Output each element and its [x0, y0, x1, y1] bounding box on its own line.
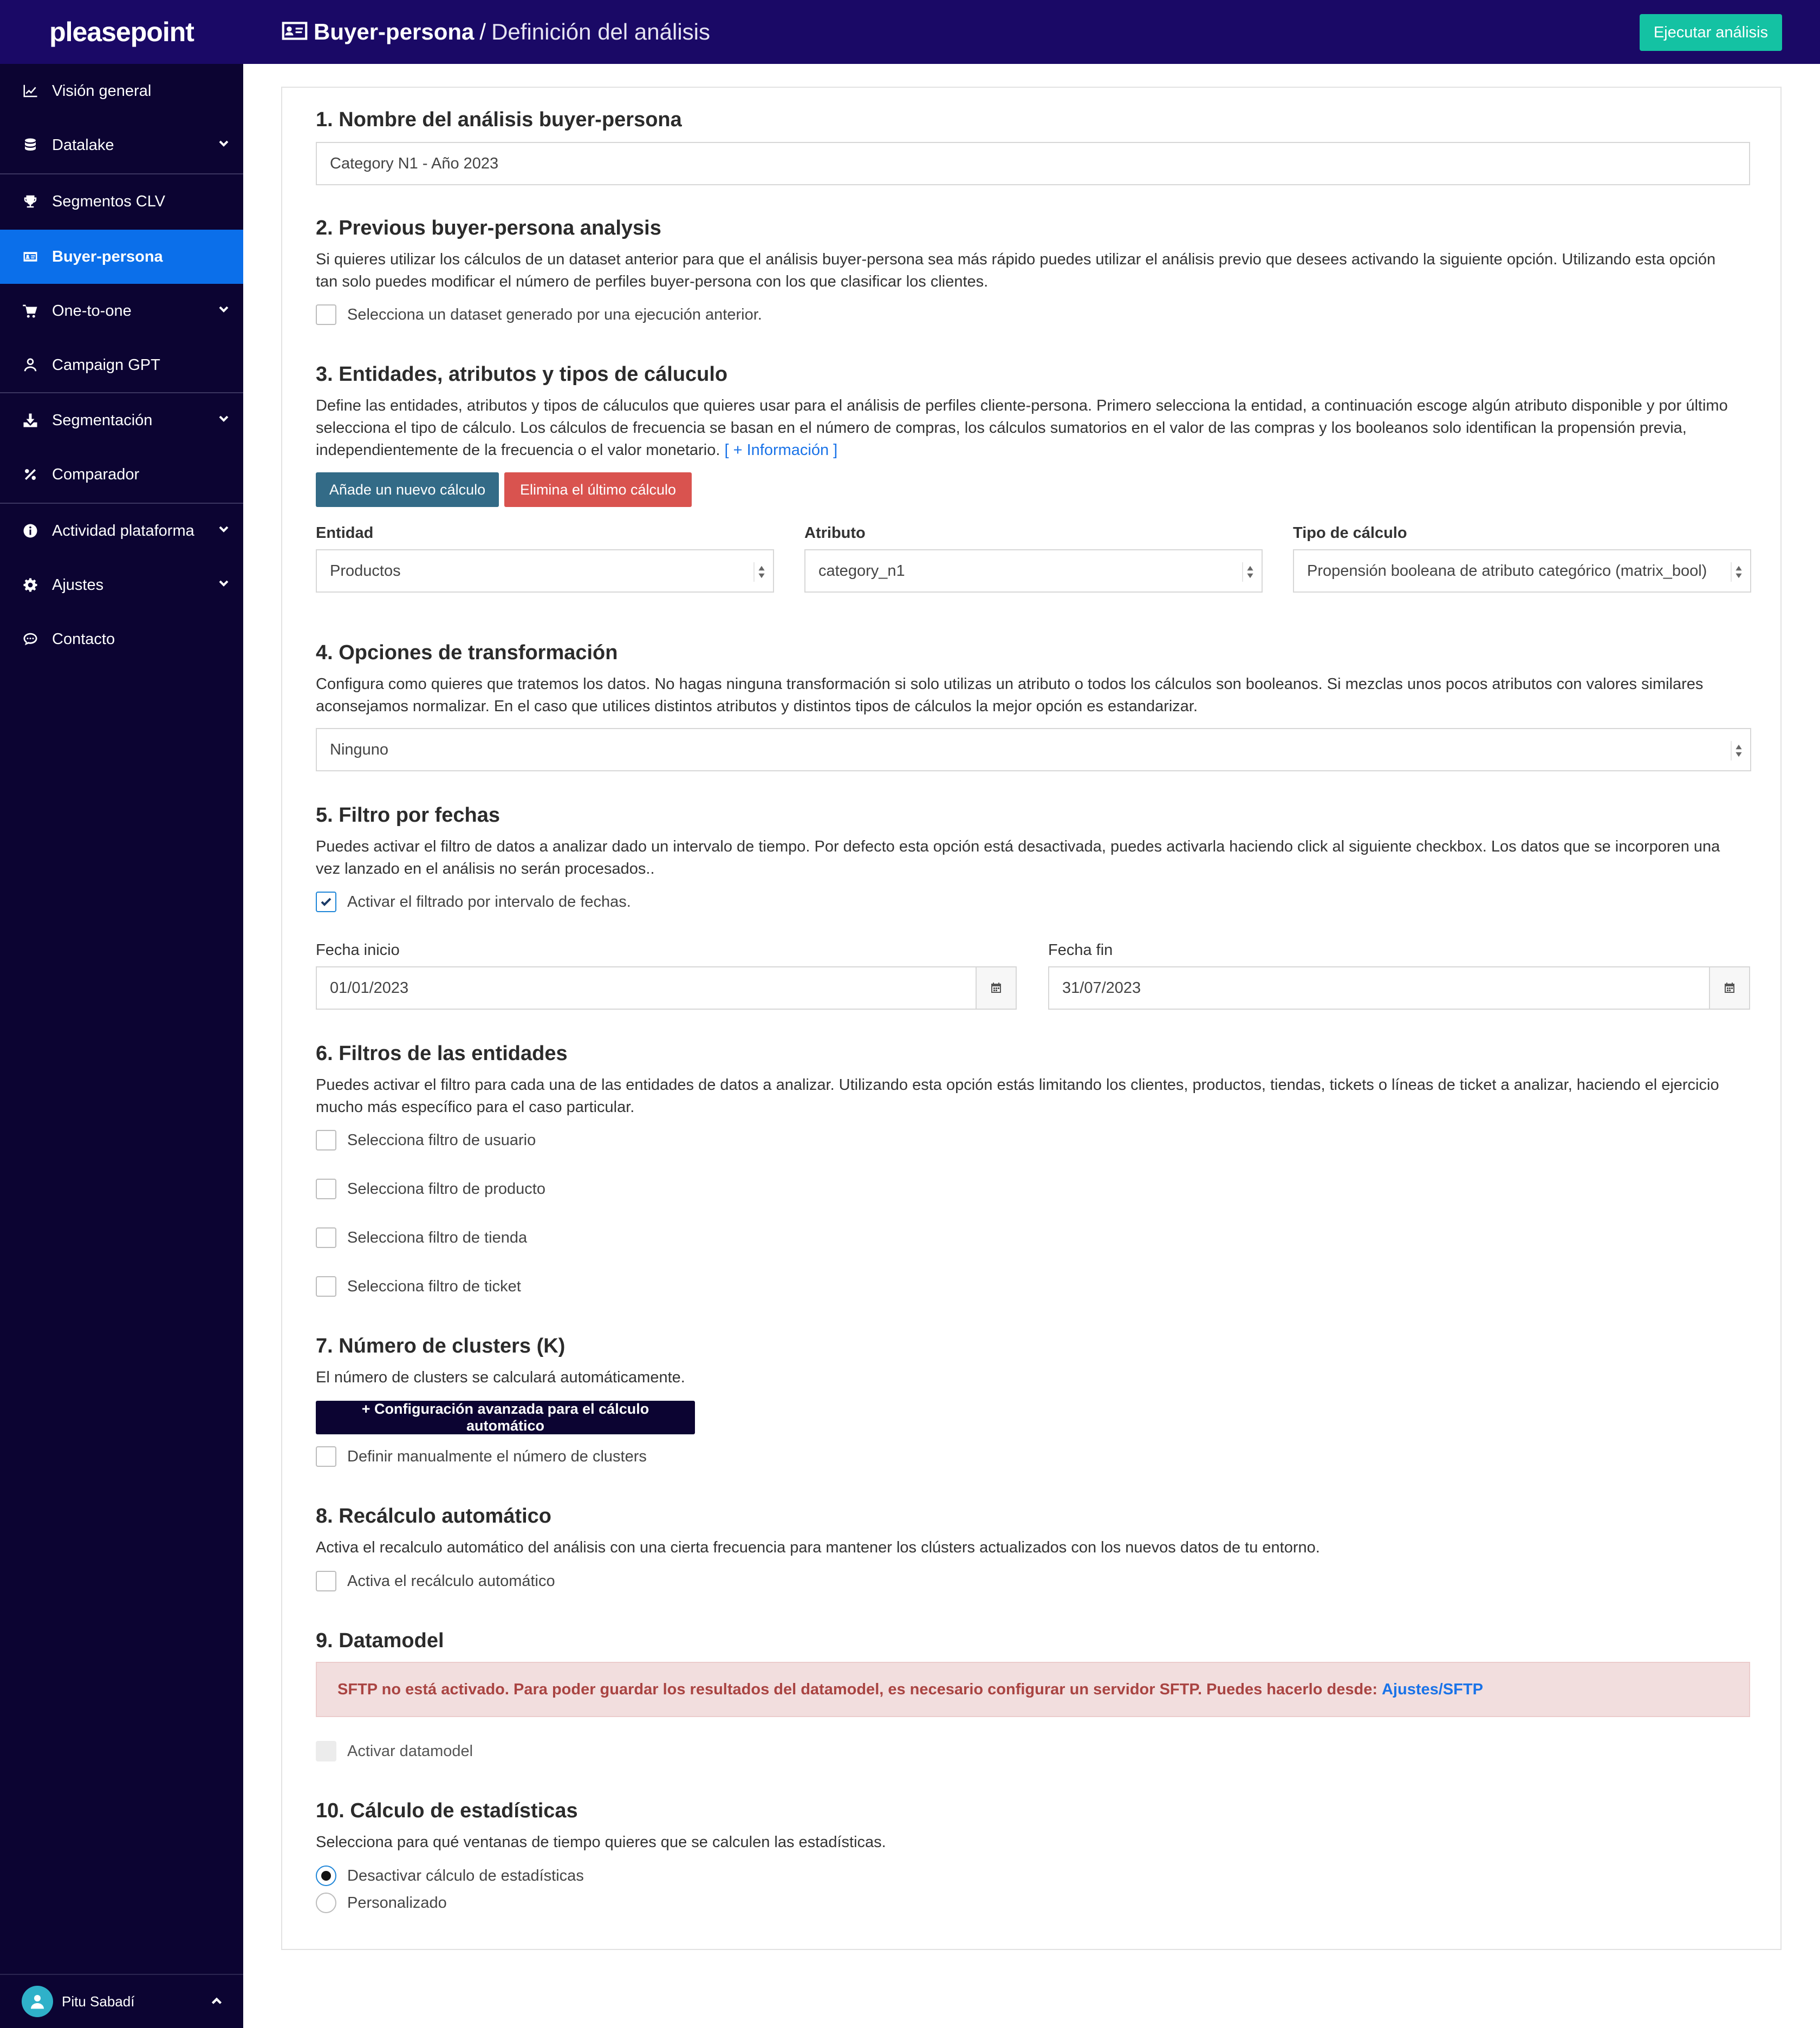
datamodel-option	[316, 1741, 473, 1761]
top-bar	[243, 0, 1820, 64]
calc-type-label: Tipo de cálculo	[1293, 524, 1407, 542]
ticket-filter-checkbox[interactable]	[316, 1276, 336, 1297]
chart-line-icon	[22, 82, 39, 100]
brand-name: pleasepoint	[49, 17, 194, 47]
section-2-description	[316, 249, 1750, 293]
sidebar-item-segmentacion[interactable]	[0, 393, 243, 447]
sidebar-item-campaign-gpt[interactable]	[0, 338, 243, 392]
checkbox-label: Selecciona un dataset generado por una ejecución anterior.	[347, 306, 762, 323]
id-card-icon	[281, 20, 314, 44]
id-card-icon	[22, 248, 39, 265]
section-4-description	[316, 673, 1750, 718]
start-date-label: Fecha inicio	[316, 941, 400, 959]
description-line: vez lanzado en el análisis no serán procesados..	[316, 860, 655, 877]
section-6-description	[316, 1074, 1750, 1119]
section-10-description: Selecciona para qué ventanas de tiempo quieres que se calculen las estadísticas.	[316, 1834, 886, 1851]
sidebar-item-label: Campaign GPT	[52, 356, 160, 374]
sidebar-item-label: Ajustes	[52, 576, 104, 594]
add-calculation-button[interactable]: Añade un nuevo cálculo	[316, 472, 499, 507]
sidebar-item-datalake[interactable]	[0, 118, 243, 172]
end-date-label: Fecha fin	[1048, 941, 1113, 959]
chevron-up-icon	[210, 1994, 224, 2012]
sidebar-item-label: Visión general	[52, 82, 152, 100]
sidebar-item-ajustes[interactable]	[0, 558, 243, 612]
select-value: category_n1	[818, 562, 905, 580]
attribute-label: Atributo	[804, 524, 866, 542]
product-filter-checkbox[interactable]	[316, 1179, 336, 1199]
sidebar-item-label: Actividad plataforma	[52, 522, 194, 540]
user-filter-checkbox[interactable]	[316, 1130, 336, 1150]
section-1-title: 1. Nombre del análisis buyer-persona	[316, 108, 682, 131]
trophy-icon	[22, 193, 39, 210]
select-value: Propensión booleana de atributo categórico (matrix_bool)	[1307, 562, 1707, 580]
description-line: independientemente de la frecuencia o el valor monetario.	[316, 441, 720, 459]
description-line: selecciona el tipo de cálculo. Los cálculos de frecuencia se basan en el número de compras, los cálculos sumatorios en el valor de las compras y los booleanos solo identifican la propensión previa,	[316, 419, 1687, 437]
date-value: 31/07/2023	[1062, 979, 1141, 997]
chevron-down-icon	[217, 136, 233, 152]
checkbox-label: Selecciona filtro de tienda	[347, 1228, 528, 1246]
sidebar-item-comparador[interactable]	[0, 447, 243, 502]
remove-calculation-button[interactable]: Elimina el último cálculo	[504, 472, 692, 507]
brand-logo[interactable]	[0, 0, 243, 64]
product-filter-option[interactable]	[316, 1179, 545, 1199]
download-icon	[22, 412, 39, 429]
chevron-down-icon	[217, 302, 233, 318]
sidebar	[0, 0, 243, 2028]
section-7-title: 7. Número de clusters (K)	[316, 1335, 566, 1357]
select-arrows-icon	[753, 562, 765, 582]
disable-stats-radio[interactable]	[316, 1865, 336, 1886]
sidebar-item-one-to-one[interactable]	[0, 284, 243, 338]
custom-stats-option[interactable]	[316, 1893, 447, 1913]
advanced-config-button[interactable]: + Configuración avanzada para el cálculo automático	[316, 1401, 695, 1434]
date-filter-checkbox[interactable]	[316, 892, 336, 912]
description-line: Define las entidades, atributos y tipos de cáluculos que quieres usar para el análisis de perfiles cliente-persona. Primero selecciona la entidad, a continuación escoge algún atributo disponible y por último	[316, 397, 1728, 414]
store-filter-option[interactable]	[316, 1227, 527, 1248]
chat-icon	[22, 630, 39, 648]
datamodel-checkbox	[316, 1741, 336, 1761]
sidebar-item-label: Comparador	[52, 465, 140, 483]
section-3-description	[316, 395, 1750, 461]
more-info-link[interactable]: [ + Información ]	[724, 441, 838, 459]
select-arrows-icon	[1731, 562, 1743, 582]
database-icon	[22, 136, 39, 154]
sidebar-item-contacto[interactable]	[0, 612, 243, 666]
alert-text: SFTP no está activado. Para poder guardar los resultados del datamodel, es necesario configurar un servidor SFTP. Puedes hacerlo desde:	[337, 1680, 1377, 1698]
manual-clusters-checkbox[interactable]	[316, 1446, 336, 1467]
sidebar-item-label: Segmentación	[52, 411, 153, 429]
checkbox-label: Selecciona filtro de ticket	[347, 1277, 521, 1295]
attribute-select[interactable]	[804, 549, 1263, 593]
auto-recalc-option[interactable]	[316, 1571, 555, 1591]
cart-icon	[22, 302, 39, 320]
end-date-input[interactable]	[1048, 966, 1750, 1010]
analysis-form-panel	[281, 87, 1782, 1950]
sidebar-item-label: Datalake	[52, 136, 114, 154]
percent-icon	[22, 466, 39, 483]
sidebar-item-label: Segmentos CLV	[52, 192, 166, 210]
sidebar-item-label: Buyer-persona	[52, 248, 163, 265]
title-separator: /	[479, 19, 486, 44]
user-menu[interactable]	[0, 1974, 243, 2028]
date-filter-option[interactable]	[316, 892, 631, 912]
section-4-title: 4. Opciones de transformación	[316, 641, 618, 664]
sftp-settings-link[interactable]: Ajustes/SFTP	[1381, 1680, 1483, 1698]
avatar	[22, 1986, 53, 2017]
section-2-title: 2. Previous buyer-persona analysis	[316, 217, 661, 239]
sidebar-item-actividad-plataforma[interactable]	[0, 504, 243, 558]
sidebar-item-label: One-to-one	[52, 302, 132, 320]
page-title: Buyer-persona	[314, 19, 474, 44]
start-date-input[interactable]	[316, 966, 1017, 1010]
radio-label: Personalizado	[347, 1894, 447, 1912]
description-line: Configura como quieres que tratemos los datos. No hagas ninguna transformación si solo utilizas un atributo o todos los cálculos son booleanos. Si mezclas unos pocos atributos con valores similares	[316, 675, 1704, 693]
checkbox-label: Activa el recálculo automático	[347, 1572, 555, 1590]
section-10-title: 10. Cálculo de estadísticas	[316, 1799, 578, 1822]
description-line: Si quieres utilizar los cálculos de un dataset anterior para que el análisis buyer-persona sea más rápido puedes utilizar el análisis previo que desees activando la siguiente opción. Utilizando esta opción	[316, 251, 1716, 268]
checkbox-label: Selecciona filtro de producto	[347, 1180, 545, 1198]
analysis-name-value: Category N1 - Año 2023	[330, 154, 499, 172]
sidebar-item-buyer-persona[interactable]	[0, 230, 243, 284]
checkbox-label: Activar el filtrado por intervalo de fechas.	[347, 893, 631, 911]
calc-type-select[interactable]	[1293, 549, 1751, 593]
user-filter-option[interactable]	[316, 1130, 536, 1150]
disable-stats-option[interactable]	[316, 1865, 584, 1886]
previous-dataset-checkbox[interactable]	[316, 304, 336, 325]
checkbox-label: Selecciona filtro de usuario	[347, 1131, 536, 1149]
run-analysis-button[interactable]: Ejecutar análisis	[1640, 14, 1782, 51]
sidebar-item-segmentos-clv[interactable]	[0, 174, 243, 229]
auto-recalc-checkbox[interactable]	[316, 1571, 336, 1591]
radio-label: Desactivar cálculo de estadísticas	[347, 1867, 584, 1884]
select-arrows-icon	[1242, 562, 1254, 582]
section-8-description: Activa el recalculo automático del análisis con una cierta frecuencia para mantener los clústers actualizados con los nuevos datos de tu entorno.	[316, 1539, 1320, 1556]
checkbox-label: Activar datamodel	[347, 1742, 473, 1760]
select-value: Ninguno	[330, 740, 389, 758]
chevron-down-icon	[217, 411, 233, 427]
section-9-title: 9. Datamodel	[316, 1629, 444, 1652]
section-8-title: 8. Recálculo automático	[316, 1505, 552, 1528]
chevron-down-icon	[217, 522, 233, 538]
description-line: aconsejamos normalizar. En el caso que utilices distintos atributos y distintos tipos de cálculos la mejor opción es estandarizar.	[316, 698, 1198, 715]
section-6-title: 6. Filtros de las entidades	[316, 1042, 568, 1065]
select-value: Productos	[330, 562, 401, 580]
entity-select[interactable]	[316, 549, 774, 593]
sidebar-item-vision-general[interactable]	[0, 64, 243, 118]
section-5-title: 5. Filtro por fechas	[316, 804, 500, 827]
calendar-icon[interactable]	[976, 967, 1016, 1009]
entity-label: Entidad	[316, 524, 374, 542]
page-subtitle: Definición del análisis	[491, 19, 710, 44]
sftp-alert	[316, 1662, 1750, 1717]
chevron-down-icon	[217, 576, 233, 592]
section-3-title: 3. Entidades, atributos y tipos de cáluculo	[316, 363, 728, 386]
store-filter-checkbox[interactable]	[316, 1227, 336, 1248]
checkbox-label: Definir manualmente el número de clusters	[347, 1447, 647, 1465]
user-icon	[22, 356, 39, 374]
custom-stats-radio[interactable]	[316, 1893, 336, 1913]
previous-dataset-option[interactable]	[316, 304, 762, 325]
section-7-description: El número de clusters se calculará automáticamente.	[316, 1369, 685, 1386]
sidebar-item-label: Contacto	[52, 630, 115, 648]
analysis-name-input[interactable]	[316, 142, 1750, 185]
calendar-icon[interactable]	[1709, 967, 1749, 1009]
description-line: Puedes activar el filtro para cada una de las entidades de datos a analizar. Utilizando esta opción estás limitando los clientes, productos, tiendas, tickets o líneas de ticket a analizar, haciendo el ejercicio	[316, 1076, 1719, 1094]
description-line: tan solo puedes modificar el número de perfiles buyer-persona con los que clasificar los clientes.	[316, 273, 989, 290]
user-name: Pitu Sabadí	[62, 1993, 135, 2010]
section-5-description	[316, 836, 1750, 880]
manual-clusters-option[interactable]	[316, 1446, 647, 1467]
description-line: mucho más específico para el caso particular.	[316, 1098, 635, 1116]
info-icon	[22, 522, 39, 540]
select-arrows-icon	[1731, 741, 1743, 760]
date-value: 01/01/2023	[330, 979, 409, 997]
description-line: Puedes activar el filtro de datos a analizar dado un intervalo de tiempo. Por defecto esta opción está desactivada, puedes activarla haciendo click al siguiente checkbox. Los datos que se incorporen una	[316, 838, 1720, 855]
transformation-select[interactable]	[316, 728, 1751, 771]
ticket-filter-option[interactable]	[316, 1276, 521, 1297]
gear-icon	[22, 576, 39, 594]
